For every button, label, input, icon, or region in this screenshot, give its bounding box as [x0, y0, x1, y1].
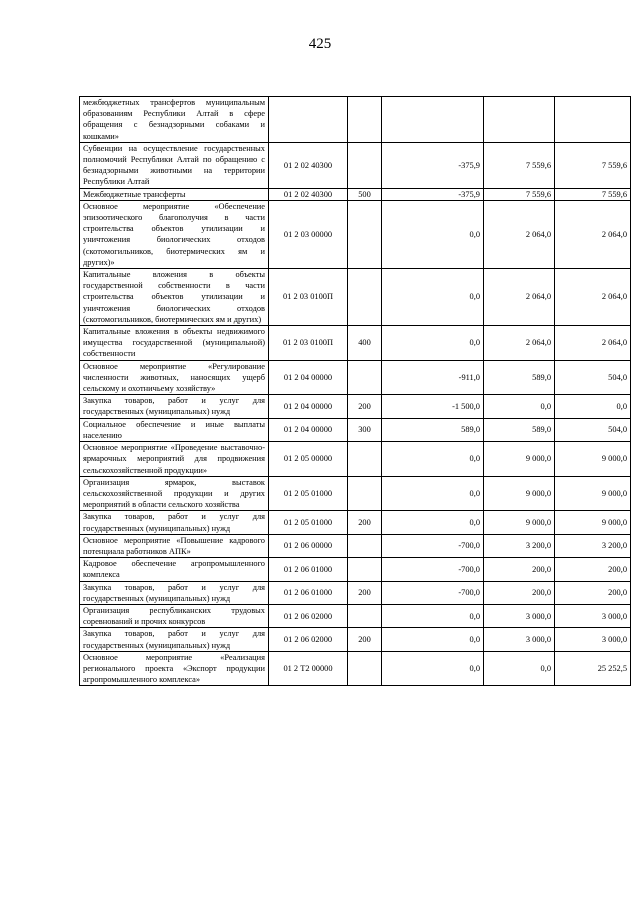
amount-year-1-cell: 200,0 [484, 558, 555, 581]
target-code-cell: 01 2 06 00000 [269, 534, 348, 557]
amount-change-cell: 0,0 [382, 442, 484, 477]
amount-year-1-cell: 3 200,0 [484, 534, 555, 557]
target-code-cell: 01 2 02 40300 [269, 142, 348, 188]
expense-type-cell [348, 651, 382, 686]
amount-year-1-cell: 200,0 [484, 581, 555, 604]
expense-type-cell [348, 558, 382, 581]
amount-year-2-cell: 0,0 [555, 395, 631, 418]
amount-year-2-cell [555, 97, 631, 143]
page-number: 425 [308, 36, 332, 52]
item-name-cell: Закупка товаров, работ и услуг для государственных (муниципальных) нужд [80, 511, 269, 534]
item-name-cell: Основное мероприятие «Повышение кадрового потенциала работников АПК» [80, 534, 269, 557]
table-row [80, 360, 631, 395]
amount-year-2-cell: 200,0 [555, 581, 631, 604]
amount-change-cell: -1 500,0 [382, 395, 484, 418]
target-code-cell: 01 2 04 00000 [269, 395, 348, 418]
table-row [80, 476, 631, 511]
amount-year-2-cell: 25 252,5 [555, 651, 631, 686]
expense-type-cell [348, 360, 382, 395]
table-row [80, 604, 631, 627]
table-row [80, 142, 631, 188]
amount-year-1-cell: 7 559,6 [484, 188, 555, 200]
expense-type-cell: 400 [348, 326, 382, 361]
item-name-cell: Организация ярмарок, выставок сельскохозяйственной продукции и других мероприятий в области сельского хозяйства [80, 476, 269, 511]
amount-year-1-cell: 589,0 [484, 418, 555, 441]
expense-type-cell [348, 534, 382, 557]
item-name-cell: Социальное обеспечение и иные выплаты населению [80, 418, 269, 441]
table-row [80, 511, 631, 534]
target-code-cell: 01 2 06 02000 [269, 628, 348, 651]
amount-year-1-cell: 2 064,0 [484, 269, 555, 326]
expense-type-cell: 200 [348, 581, 382, 604]
expense-type-cell [348, 97, 382, 143]
item-name-cell: Кадровое обеспечение агропромышленного комплекса [80, 558, 269, 581]
amount-year-2-cell: 2 064,0 [555, 200, 631, 268]
amount-year-1-cell [484, 97, 555, 143]
amount-year-2-cell: 3 200,0 [555, 534, 631, 557]
amount-change-cell: 0,0 [382, 269, 484, 326]
budget-table-body [80, 97, 631, 686]
amount-year-2-cell: 9 000,0 [555, 511, 631, 534]
amount-year-1-cell: 2 064,0 [484, 326, 555, 361]
target-code-cell: 01 2 05 01000 [269, 511, 348, 534]
item-name-cell: Организация республиканских трудовых соревнований и прочих конкурсов [80, 604, 269, 627]
amount-year-1-cell: 3 000,0 [484, 604, 555, 627]
expense-type-cell [348, 442, 382, 477]
table-row [80, 534, 631, 557]
amount-change-cell: -700,0 [382, 558, 484, 581]
expense-type-cell [348, 142, 382, 188]
amount-change-cell [382, 97, 484, 143]
expense-type-cell: 200 [348, 395, 382, 418]
item-name-cell: Основное мероприятие «Реализация регионального проекта «Экспорт продукции агропромышленного комплекса» [80, 651, 269, 686]
amount-year-1-cell: 9 000,0 [484, 511, 555, 534]
amount-change-cell: 0,0 [382, 200, 484, 268]
target-code-cell: 01 2 04 00000 [269, 360, 348, 395]
target-code-cell: 01 2 Т2 00000 [269, 651, 348, 686]
target-code-cell: 01 2 03 0100П [269, 269, 348, 326]
table-row [80, 418, 631, 441]
expense-type-cell [348, 200, 382, 268]
table-row [80, 442, 631, 477]
expense-type-cell: 200 [348, 628, 382, 651]
amount-change-cell: 0,0 [382, 651, 484, 686]
amount-change-cell: 0,0 [382, 326, 484, 361]
target-code-cell: 01 2 06 01000 [269, 581, 348, 604]
item-name-cell: Основное мероприятие «Обеспечение эпизоотического благополучия в части строительства объектов утилизации и уничтожения биологических отходов (скотомогильников, биотермических ям и других)» [80, 200, 269, 268]
target-code-cell: 01 2 05 01000 [269, 476, 348, 511]
amount-year-2-cell: 3 000,0 [555, 628, 631, 651]
expense-type-cell: 300 [348, 418, 382, 441]
item-name-cell: Основное мероприятие «Проведение выставочно-ярмарочных мероприятий для продвижения сельскохозяйственной продукции» [80, 442, 269, 477]
target-code-cell: 01 2 03 00000 [269, 200, 348, 268]
target-code-cell: 01 2 05 00000 [269, 442, 348, 477]
budget-table [79, 96, 631, 686]
table-row [80, 269, 631, 326]
amount-year-1-cell: 2 064,0 [484, 200, 555, 268]
item-name-cell: Закупка товаров, работ и услуг для государственных (муниципальных) нужд [80, 581, 269, 604]
amount-year-2-cell: 200,0 [555, 558, 631, 581]
table-row [80, 558, 631, 581]
table-row [80, 326, 631, 361]
table-row [80, 395, 631, 418]
amount-year-2-cell: 504,0 [555, 360, 631, 395]
amount-change-cell: -700,0 [382, 581, 484, 604]
expense-type-cell [348, 476, 382, 511]
target-code-cell: 01 2 06 01000 [269, 558, 348, 581]
amount-year-1-cell: 3 000,0 [484, 628, 555, 651]
table-row [80, 581, 631, 604]
item-name-cell: Капитальные вложения в объекты государственной собственности в части строительства объектов утилизации и уничтожения биологических отходов (скотомогильников, биотермических ям и других) [80, 269, 269, 326]
amount-change-cell: 0,0 [382, 604, 484, 627]
amount-change-cell: -700,0 [382, 534, 484, 557]
amount-year-2-cell: 9 000,0 [555, 476, 631, 511]
amount-change-cell: -911,0 [382, 360, 484, 395]
table-row [80, 97, 631, 143]
item-name-cell: Субвенции на осуществление государственных полномочий Республики Алтай по обращению с безнадзорными животными на территории Республики Алтай [80, 142, 269, 188]
amount-change-cell: -375,9 [382, 142, 484, 188]
target-code-cell: 01 2 02 40300 [269, 188, 348, 200]
expense-type-cell [348, 269, 382, 326]
amount-change-cell: 0,0 [382, 476, 484, 511]
item-name-cell: Закупка товаров, работ и услуг для государственных (муниципальных) нужд [80, 628, 269, 651]
amount-year-1-cell: 589,0 [484, 360, 555, 395]
item-name-cell: Закупка товаров, работ и услуг для государственных (муниципальных) нужд [80, 395, 269, 418]
amount-year-2-cell: 2 064,0 [555, 269, 631, 326]
table-row [80, 200, 631, 268]
table-row [80, 651, 631, 686]
target-code-cell [269, 97, 348, 143]
amount-change-cell: 589,0 [382, 418, 484, 441]
table-row [80, 188, 631, 200]
amount-year-1-cell: 7 559,6 [484, 142, 555, 188]
item-name-cell: межбюджетных трансфертов муниципальным образованиям Республики Алтай в сфере обращения с безнадзорными собаками и кошками» [80, 97, 269, 143]
amount-year-2-cell: 2 064,0 [555, 326, 631, 361]
expense-type-cell: 500 [348, 188, 382, 200]
target-code-cell: 01 2 06 02000 [269, 604, 348, 627]
target-code-cell: 01 2 03 0100П [269, 326, 348, 361]
table-row [80, 628, 631, 651]
amount-year-1-cell: 0,0 [484, 651, 555, 686]
item-name-cell: Капитальные вложения в объекты недвижимого имущества государственной (муниципальной) собственности [80, 326, 269, 361]
amount-change-cell: 0,0 [382, 511, 484, 534]
amount-change-cell: -375,9 [382, 188, 484, 200]
item-name-cell: Межбюджетные трансферты [80, 188, 269, 200]
amount-year-1-cell: 9 000,0 [484, 442, 555, 477]
amount-year-2-cell: 7 559,6 [555, 142, 631, 188]
amount-year-1-cell: 9 000,0 [484, 476, 555, 511]
item-name-cell: Основное мероприятие «Регулирование численности животных, наносящих ущерб сельскому и охотничьему хозяйству» [80, 360, 269, 395]
expense-type-cell: 200 [348, 511, 382, 534]
amount-year-1-cell: 0,0 [484, 395, 555, 418]
amount-year-2-cell: 3 000,0 [555, 604, 631, 627]
amount-year-2-cell: 504,0 [555, 418, 631, 441]
amount-change-cell: 0,0 [382, 628, 484, 651]
amount-year-2-cell: 9 000,0 [555, 442, 631, 477]
amount-year-2-cell: 7 559,6 [555, 188, 631, 200]
target-code-cell: 01 2 04 00000 [269, 418, 348, 441]
expense-type-cell [348, 604, 382, 627]
